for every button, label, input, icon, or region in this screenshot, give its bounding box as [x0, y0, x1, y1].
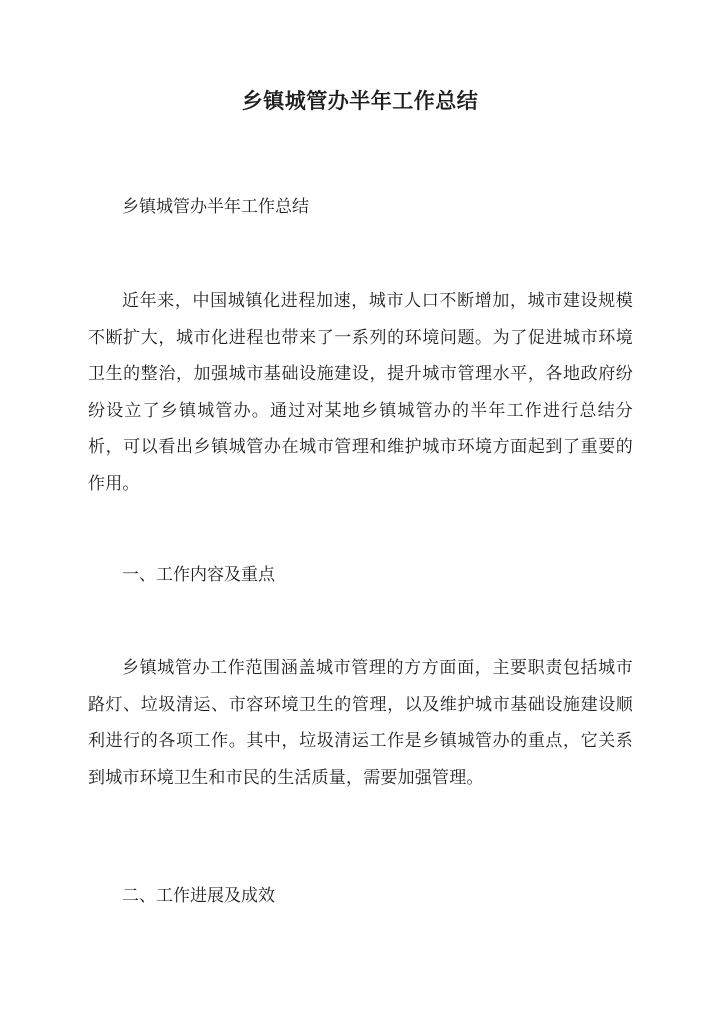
section-1-paragraph: 乡镇城管办工作范围涵盖城市管理的方方面面，主要职责包括城市路灯、垃圾清运、市容环境卫生的管理，以及维护城市基础设施建设顺利进行的各项工作。其中，垃圾清运工作是乡镇城管办的重点，它关系到城市环境卫生和市民的生活质量，需要加强管理。 — [88, 658, 633, 788]
section-heading-1: 一、工作内容及重点 — [122, 565, 275, 585]
document-subtitle: 乡镇城管办半年工作总结 — [122, 197, 309, 217]
intro-paragraph: 近年来，中国城镇化进程加速，城市人口不断增加，城市建设规模不断扩大，城市化进程也带来了一系列的环境问题。为了促进城市环境卫生的整治，加强城市基础设施建设，提升城市管理水平，各地政府纷纷设立了乡镇城管办。通过对某地乡镇城管办的半年工作进行总结分析，可以看出乡镇城管办在城市管理和维护城市环境方面起到了重要的作用。 — [88, 291, 633, 494]
document-title: 乡镇城管办半年工作总结 — [241, 88, 479, 113]
section-heading-2: 二、工作进展及成效 — [122, 886, 275, 906]
